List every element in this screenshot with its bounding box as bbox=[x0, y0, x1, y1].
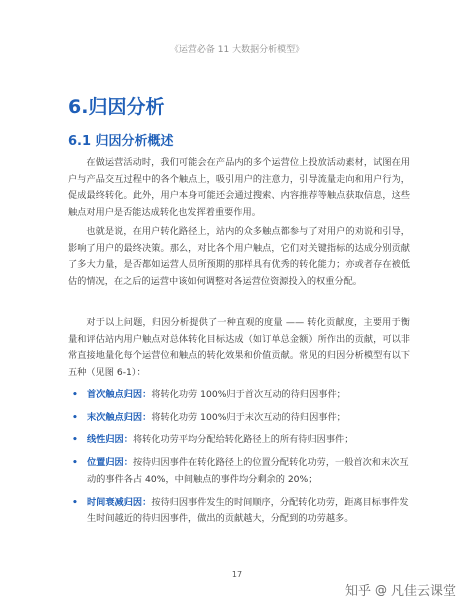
list-item bbox=[68, 410, 413, 427]
watermark-separator: @ bbox=[374, 582, 387, 597]
paragraph-2: 也就是说，在用户转化路径上，站内的众多触点都参与了对用户的劝说和引导，影响了用户的最终决策。那么，对比各个用户触点，它们对关键指标的达成分别贡献了多大力量，是否都如运营人员所预期的那样具有优秀的转化能力；亦或者存在被低估的情况，在之后的运营中该如何调整对各运营位资源投入的权重分配。 bbox=[68, 226, 410, 288]
bullet-icon: • bbox=[72, 389, 78, 400]
model-term: 时间衰减归因： bbox=[87, 496, 152, 508]
model-term: 线性归因： bbox=[87, 434, 133, 446]
model-description: 将转化功劳平均分配给转化路径上的所有待归因事件； bbox=[132, 434, 354, 446]
bullet-icon: • bbox=[72, 496, 78, 508]
running-header: 《运营必备 11 大数据分析模型》 bbox=[169, 45, 305, 55]
subsection-title: 6.1 归因分析概述 bbox=[68, 134, 174, 149]
model-description: 将转化功劳 100%归于末次互动的待归因事件； bbox=[151, 411, 346, 423]
watermark-site: 知乎 bbox=[344, 584, 371, 599]
paragraph-1: 在做运营活动时，我们可能会在产品内的多个运营位上投放活动素材，试图在用户与产品交互过程中的各个触点上，吸引用户的注意力，引导流量走向和用户行为，促成最终转化。此外，用户本身可能还会通过搜索、内容推荐等触点获取信息，这些触点对用户是否能达成转化也发挥着重要作用。 bbox=[68, 157, 410, 219]
bullet-icon: • bbox=[72, 434, 78, 446]
list-item bbox=[68, 387, 413, 404]
model-term: 首次触点归因： bbox=[87, 389, 152, 400]
watermark bbox=[345, 580, 456, 599]
watermark-author: 凡佳云课堂 bbox=[390, 584, 456, 599]
model-description: 按待归因事件在转化路径上的位置分配转化功劳，一般首次和末次互动的事件各占 40%，中间触点的事件均分剩余的 20%； bbox=[87, 457, 409, 485]
model-term: 末次触点归因： bbox=[87, 411, 152, 423]
attribution-model-list bbox=[68, 387, 413, 534]
list-item bbox=[68, 495, 413, 528]
paragraph-3: 对于以上问题，归因分析提供了一种直观的度量 —— 转化贡献度，主要用于衡量和评估站内用户触点对总体转化目标达成（如订单总金额）所作出的贡献，可以非常直接地量化每个运营位和触点的转化效果和价值贡献。常见的归因分析模型有以下五种（见图 6-1）： bbox=[68, 317, 410, 379]
model-description: 按待归因事件发生的时间顺序，分配转化功劳，距离目标事件发生时间越近的待归因事件，做出的贡献越大，分配到的功劳越多。 bbox=[87, 496, 409, 525]
bullet-icon: • bbox=[72, 411, 78, 423]
list-item bbox=[68, 455, 413, 488]
bullet-icon: • bbox=[72, 457, 78, 469]
page-number: 17 bbox=[231, 570, 243, 579]
model-description: 将转化功劳 100%归于首次互动的待归因事件； bbox=[151, 389, 346, 400]
model-term: 位置归因： bbox=[87, 457, 133, 469]
section-title: 6.归因分析 bbox=[68, 96, 165, 118]
list-item bbox=[68, 432, 413, 449]
